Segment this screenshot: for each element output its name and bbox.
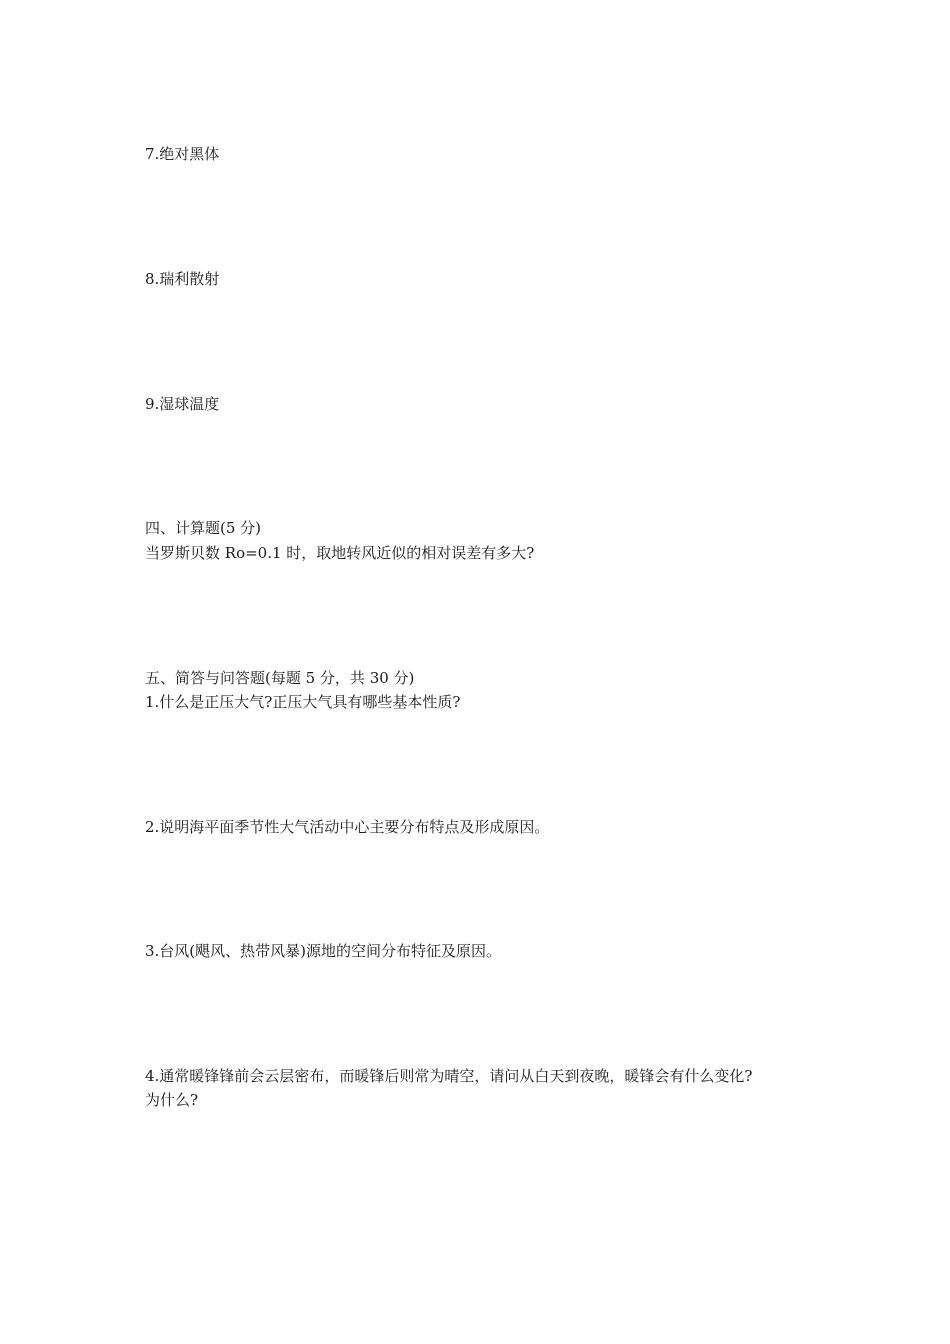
section-4-question: 当罗斯贝数 Ro=0.1 时，取地转风近似的相对误差有多大?: [145, 544, 535, 562]
section-5-question-3: 3.台风(飓风、热带风暴)源地的空间分布特征及原因。: [145, 942, 502, 960]
section-5-question-4: 4.通常暖锋锋前会云层密布，而暖锋后则常为晴空，请问从白天到夜晚，暖锋会有什么变化?: [145, 1067, 753, 1085]
section-5-heading: 五、简答与问答题(每题 5 分，共 30 分): [145, 669, 415, 687]
term-question-7: 7.绝对黑体: [145, 145, 220, 163]
term-question-9: 9.湿球温度: [145, 395, 220, 413]
section-4-heading: 四、计算题(5 分): [145, 519, 262, 537]
section-5-question-4-continued: 为什么?: [145, 1091, 199, 1109]
section-5-question-2: 2.说明海平面季节性大气活动中心主要分布特点及形成原因。: [145, 818, 550, 836]
term-question-8: 8.瑞利散射: [145, 270, 220, 288]
section-5-question-1: 1.什么是正压大气?正压大气具有哪些基本性质?: [145, 693, 461, 711]
